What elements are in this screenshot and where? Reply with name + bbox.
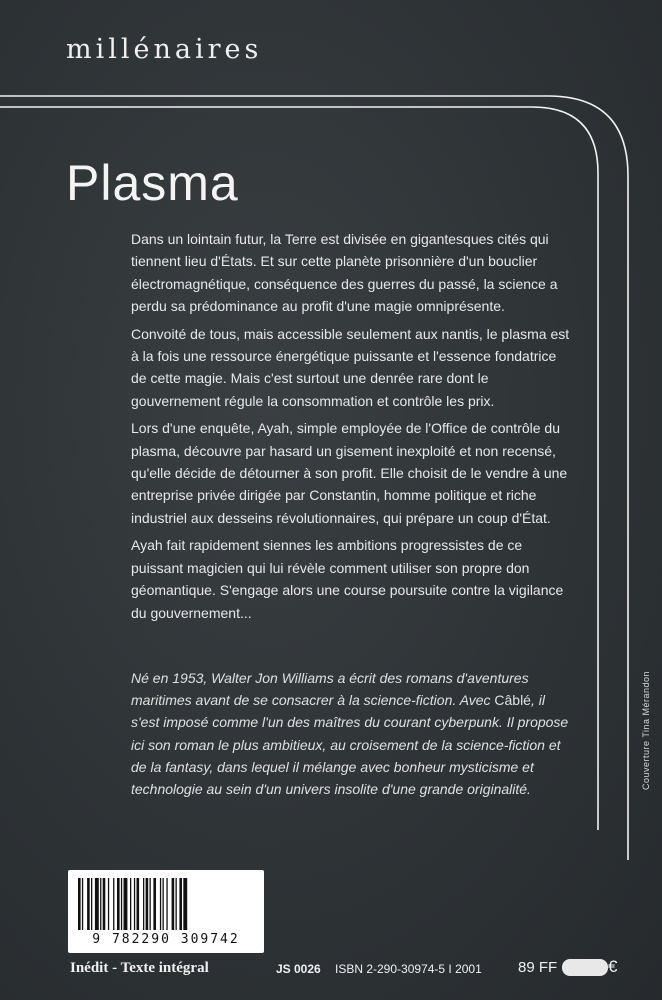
barcode-bar [163,878,164,930]
barcode-bar [153,878,156,930]
barcode-bar [166,878,167,930]
series-name: millénaires [66,34,263,65]
barcode-digits: 9 782290 309742 [92,932,240,947]
synopsis-paragraph: Lors d'une enquête, Ayah, simple employée de l'Office de contrôle du plasma, découvre par hasard un gisement inexploité et non recensé, qu'elle décide de détourner à son profit. Elle choisit de le vendre à une entreprise privée dirigée par Constantin, homme politique et riche industriel aux desseins révolutionnaires, qui prépare un coup d'État. [131,420,568,526]
bio-text-end: , il s'est imposé comme l'un des maîtres du courant cyberpunk. Il propose ici son roman le plus ambitieux, au croisement de la science-fiction et de la fantasy, dans lequel il mélange avec bonheur mysticisme et technologie au sein d'un univers insolite d'une grande originalité. [131,692,569,798]
barcode-bar [108,878,109,930]
barcode-bars [78,878,254,930]
barcode-bar [113,878,114,930]
synopsis [131,228,571,629]
barcode-bar [137,878,140,930]
synopsis-paragraph: Convoité de tous, mais accessible seulement aux nantis, le plasma est à la fois une ressource énergétique puissante et l'essence fondatrice de cette magie. Mais c'est surtout une denrée rare dont le gouvernement régule la consommation et contrôle les prix. [131,325,570,409]
barcode-bar [117,878,120,930]
barcode-bar [91,878,92,930]
synopsis-paragraph: Ayah fait rapidement siennes les ambitions progressistes de ce puissant magicien qui lui révèle comment utiliser son propre don géomantique. S'engage alors une course poursuite contre la vigilance du gouvernement... [131,537,564,621]
price-sticker [562,959,608,976]
barcode-bar [78,878,81,930]
barcode-bar [134,878,135,930]
barcode-bar [87,878,90,930]
barcode-bar [121,878,122,930]
bio-book-title: Câblé [494,692,531,709]
barcode-bar [95,878,99,930]
price-francs: 89 FF [518,959,558,976]
barcode [68,870,264,953]
author-bio [131,667,571,800]
series-code: JS 0026 [276,962,321,976]
barcode-bar [150,878,151,930]
euro-symbol: € [608,957,618,976]
book-title: Plasma [66,155,239,211]
barcode-bar [172,878,175,930]
bio-text-start: Né en 1953, Walter Jon Williams a écrit des romans d'aventures maritimes avant de se consacrer à la science-fiction. Avec [131,670,529,709]
barcode-bar [183,878,187,930]
isbn-label: ISBN 2-290-30974-5 I 2001 [335,962,482,976]
barcode-bar [103,878,106,930]
barcode-bar [82,878,83,930]
barcode-bar [143,878,144,930]
barcode-bar [146,878,149,930]
edition-label: Inédit - Texte intégral [70,960,209,976]
barcode-bar [160,878,161,930]
barcode-bar [100,878,101,930]
cover-credit: Couverture Tina Mérandon [641,670,651,790]
synopsis-paragraph: Dans un lointain futur, la Terre est divisée en gigantesques cités qui tiennent lieu d'États. Et sur cette planète prisonnière d'un bouclier électromagnétique, conséquence des guerres du passé, la science a perdu sa prédominance au profit d'une magie omniprésente. [131,231,558,315]
barcode-bar [130,878,131,930]
barcode-bar [176,878,177,930]
barcode-bar [124,878,128,930]
barcode-bar [179,878,182,930]
